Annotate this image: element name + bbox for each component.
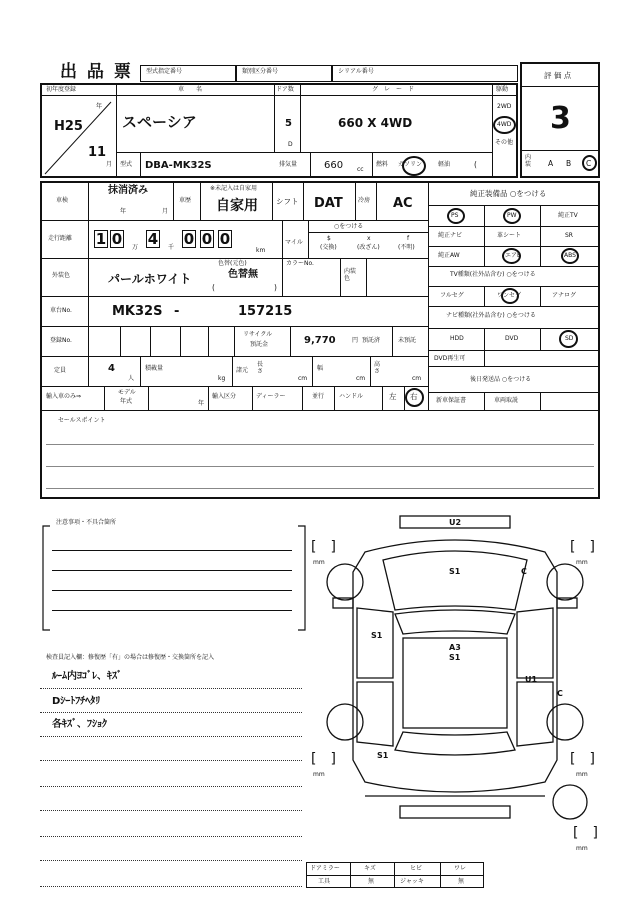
right-rear-door[interactable]: [517, 682, 553, 746]
car-name-value: スペーシア: [122, 113, 197, 131]
shift-value: DAT: [314, 196, 343, 211]
color-change-label: 色替(元色): [218, 260, 247, 267]
footer-tools-value: 無: [368, 878, 375, 885]
left-front-door[interactable]: [357, 608, 393, 678]
tire-bracket-rr: [ ]: [570, 751, 595, 767]
ruibetsu-field[interactable]: [236, 65, 332, 82]
load-label: 積載量: [145, 365, 164, 372]
navi-sd[interactable]: SD: [565, 335, 574, 342]
drive-4wd[interactable]: 4WD: [497, 121, 512, 128]
wheel-front-right[interactable]: [547, 564, 583, 600]
mileage-digit: 1: [95, 230, 107, 248]
recycle-unpaid[interactable]: 未預託: [398, 337, 417, 344]
footer-jack-value: 無: [458, 878, 465, 885]
equip-aw[interactable]: 純正AW: [438, 252, 460, 259]
tv-analog[interactable]: アナログ: [552, 292, 577, 299]
footer-jack: ジャッキ: [400, 878, 424, 885]
right-front-door[interactable]: [517, 608, 553, 678]
fuel-paren: (: [474, 160, 477, 169]
grade-value: 660 X 4WD: [338, 116, 413, 130]
tv-title: TV種類(社外品含む) ○をつける: [450, 271, 536, 278]
navi-dvd[interactable]: DVD: [505, 335, 519, 342]
equip-sr[interactable]: SR: [565, 232, 573, 239]
handle-left[interactable]: 左: [389, 392, 397, 401]
first-reg-slash: [41, 96, 116, 176]
recycle-label-2: 預託金: [250, 341, 269, 348]
month-unit: 月: [106, 161, 113, 168]
interior-c-circle: [582, 155, 597, 171]
tire-bracket-fr: [ ]: [570, 539, 595, 555]
first-reg-label: 初年度登録: [46, 86, 77, 93]
tire-bracket-rl: [ ]: [311, 751, 336, 767]
model-value: DBA-MK32S: [145, 160, 212, 171]
score-label: 評 価 点: [544, 71, 572, 80]
mileage-digit: 0: [201, 230, 213, 248]
height-label: 高さ: [374, 361, 381, 375]
tire-mm-fr: mm: [576, 559, 588, 566]
import-parallel[interactable]: 並行: [312, 393, 325, 400]
year-unit: 年: [96, 103, 103, 110]
wheel-front-left[interactable]: [327, 564, 363, 600]
damage-mark-c-rear: C: [557, 689, 563, 698]
import-type-label: 輸入区分: [212, 393, 237, 400]
katashiki-field[interactable]: [140, 65, 236, 82]
drive-2wd[interactable]: 2WD: [497, 103, 512, 110]
height-cm: cm: [412, 375, 422, 382]
chassis-number: 157215: [238, 304, 293, 319]
color-paren-open: (: [212, 283, 215, 292]
inspector-line-2: Dｼｰﾄﾌﾁﾍﾀﾘ: [52, 696, 101, 707]
model-year-unit: 年: [198, 400, 205, 407]
tire-mm-rr: mm: [576, 771, 588, 778]
equip-pw-circle: [503, 208, 521, 224]
equip-abs[interactable]: ABS: [564, 252, 576, 259]
chassis-dash: -: [174, 304, 180, 319]
tv-oneseg[interactable]: ワンセグ: [497, 292, 522, 299]
damage-mark-s1-roof: S1: [449, 653, 461, 662]
serial-field[interactable]: [332, 65, 518, 82]
tire-mm-spare: mm: [576, 845, 588, 852]
damage-mark-s1-rear: S1: [377, 751, 389, 760]
damage-mark-s1-left: S1: [371, 631, 383, 640]
interior-c[interactable]: C: [586, 159, 592, 168]
mileage-label: 走行距離: [48, 235, 73, 242]
sales-point-label: セールスポイント: [58, 417, 106, 424]
displacement-value: 660: [324, 160, 344, 171]
reg-label: 登録No.: [50, 337, 72, 344]
length-cm: cm: [298, 375, 308, 382]
footer-tools: 工具: [318, 878, 331, 885]
shaken-value: 抹消済み: [108, 185, 148, 196]
fuel-gasoline[interactable]: ガソリン: [398, 161, 423, 168]
shaken-year: 年: [120, 208, 127, 215]
mileage-digit: 0: [183, 230, 195, 248]
equip-navi[interactable]: 純正ナビ: [438, 232, 463, 239]
hood-panel[interactable]: [383, 551, 527, 610]
model-year-label-1: モデル: [118, 389, 136, 396]
equip-airbag-circle: [502, 248, 521, 264]
page-title: 出 品 票: [60, 62, 133, 82]
ac-label: 冷房: [358, 197, 371, 204]
damage-mark-a3: A3: [449, 643, 461, 652]
later-manual[interactable]: 車両取説: [494, 397, 519, 404]
doors-label: ドア数: [276, 86, 294, 93]
mileage-f[interactable]: f: [407, 235, 410, 242]
later-warranty[interactable]: 新車保証書: [436, 397, 467, 404]
interior-label: 内装: [525, 154, 532, 168]
rear-bumper[interactable]: [400, 806, 510, 818]
damage-mark-c-front: C: [521, 567, 527, 576]
doors-unit: D: [288, 141, 293, 148]
shaken-month: 月: [162, 208, 169, 215]
equip-airbag[interactable]: エアB: [505, 252, 522, 259]
notes-title: 注意事項・不具合箇所: [56, 519, 117, 526]
fuel-diesel[interactable]: 軽油: [438, 161, 451, 168]
shaken-label: 車検: [56, 197, 69, 204]
spare-tire[interactable]: [553, 785, 587, 819]
color-label: 外装色: [52, 272, 71, 279]
tv-fullseg[interactable]: フルセグ: [440, 292, 464, 299]
equip-tv[interactable]: 純正TV: [558, 212, 578, 219]
mileage-digit: 0: [111, 230, 123, 248]
handle-right-circle: [405, 388, 424, 407]
recycle-unit: 円: [352, 337, 359, 344]
drive-label: 駆動: [496, 86, 509, 93]
equip-pw[interactable]: PW: [507, 212, 517, 219]
chassis-prefix: MK32S: [112, 304, 163, 319]
handle-label: ハンドル: [339, 393, 364, 400]
navi-hdd[interactable]: HDD: [450, 335, 464, 342]
load-unit: kg: [218, 375, 226, 382]
import-label: 輸入車のみ⇒: [46, 393, 82, 400]
interior-color-label: 内装色: [344, 268, 357, 283]
interior-b[interactable]: B: [566, 159, 572, 168]
equip-ps[interactable]: PS: [451, 212, 459, 219]
equip-leather[interactable]: 革シート: [497, 232, 522, 239]
mileage-circle-note: ○をつける: [334, 223, 364, 230]
notes-bracket: [40, 519, 310, 634]
dims-label: 諸元: [236, 367, 249, 374]
tv-oneseg-circle: [501, 288, 519, 304]
length-label: 長さ: [257, 361, 264, 375]
recycle-label-1: リサイクル: [243, 331, 273, 338]
damage-mark-u2: U2: [449, 518, 462, 527]
model-year-label-2: 年式: [120, 398, 133, 405]
capacity-value: 4: [108, 363, 115, 374]
mileage-digit: 4: [147, 230, 159, 248]
mile-label: マイル: [285, 239, 303, 246]
tire-mm-rl: mm: [313, 771, 325, 778]
footer-mirror: ドアミラー: [310, 865, 340, 872]
mileage-km: km: [256, 247, 266, 254]
mileage-x[interactable]: x: [367, 235, 371, 242]
equipment-title: 純正装備品 ○をつける: [470, 189, 547, 198]
displacement-label: 排気量: [279, 161, 298, 168]
history-note: ※未記入は自家用: [210, 185, 258, 192]
navi-sd-circle: [559, 330, 578, 348]
fuel-label: 燃料: [376, 161, 389, 168]
tire-bracket-fl: [ ]: [311, 539, 336, 555]
mileage-man: 万: [132, 244, 139, 251]
shift-label: シフト: [276, 197, 299, 206]
serial-label: シリアル番号: [338, 68, 374, 75]
inspector-note: 検査員記入欄：修復歴「有」の場合は修復歴・交換箇所を記入: [46, 654, 215, 661]
equip-ps-circle: [447, 208, 465, 224]
footer-break: ワレ: [454, 865, 467, 872]
inspector-line-3: 各ｷｽﾞ、ﾌｼｮｸ: [52, 719, 107, 730]
car-damage-diagram: [305, 510, 605, 860]
mileage-dollar[interactable]: $: [327, 235, 331, 242]
katashiki-label: 型式指定番号: [146, 68, 183, 75]
mileage-digit: 0: [219, 230, 231, 248]
grade-label: グ レ ー ド: [372, 86, 415, 93]
dvd-label[interactable]: DVD再生可: [434, 355, 466, 362]
color-paren-close: ): [274, 283, 277, 292]
footer-scratch: キズ: [364, 865, 376, 872]
doors-value: 5: [285, 118, 292, 129]
rear-window[interactable]: [395, 732, 515, 755]
navi-title: ナビ種類(社外品含む) ○をつける: [446, 312, 536, 319]
tire-bracket-spare: [ ]: [573, 825, 598, 841]
mileage-fumei: (不明): [398, 244, 415, 251]
mileage-koukan: (交換): [320, 244, 337, 251]
ruibetsu-label: 類別区分番号: [242, 68, 279, 75]
score-value: 3: [550, 101, 571, 136]
equip-abs-circle: [561, 248, 579, 264]
color-no-label: カラーNo.: [286, 260, 314, 267]
mileage-sen: 千: [168, 244, 175, 251]
displacement-unit: cc: [357, 166, 364, 173]
ac-value: AC: [393, 196, 413, 211]
damage-mark-u1: U1: [525, 675, 538, 684]
first-reg-month: 11: [88, 145, 107, 160]
import-dealer[interactable]: ディーラー: [256, 393, 286, 400]
first-reg-era: H25: [54, 119, 83, 134]
color-value: パールホワイト: [108, 272, 192, 286]
windshield[interactable]: [395, 610, 515, 634]
width-label: 幅: [317, 365, 324, 372]
left-rear-door[interactable]: [357, 682, 393, 746]
chassis-label: 車台No.: [50, 307, 72, 314]
fuel-gasoline-circle: [402, 156, 426, 176]
interior-a[interactable]: A: [548, 159, 554, 168]
footer-crack: ヒビ: [410, 865, 423, 872]
history-label: 車歴: [179, 197, 192, 204]
capacity-label: 定員: [54, 367, 67, 374]
recycle-value: 9,770: [304, 335, 336, 346]
recycle-paid[interactable]: 預託済: [362, 337, 381, 344]
later-title: 後日発送品 ○をつける: [470, 376, 532, 383]
mileage-kaizan: (改ざん): [357, 244, 380, 251]
width-cm: cm: [356, 375, 366, 382]
capacity-unit: 人: [128, 375, 135, 382]
inspector-line-1: ﾙｰﾑ内ﾖｺﾞﾚ、ｷｽﾞ: [52, 671, 122, 682]
history-value: 自家用: [216, 198, 258, 214]
damage-mark-s1-hood: S1: [449, 567, 461, 576]
car-name-label: 車 名: [178, 86, 203, 93]
drive-other[interactable]: その他: [495, 139, 514, 146]
tire-mm-fl: mm: [313, 559, 325, 566]
drive-4wd-circle: [493, 116, 516, 134]
color-change-value: 色替無: [228, 269, 258, 280]
handle-right[interactable]: 右: [410, 392, 418, 401]
model-label: 型式: [120, 161, 133, 168]
